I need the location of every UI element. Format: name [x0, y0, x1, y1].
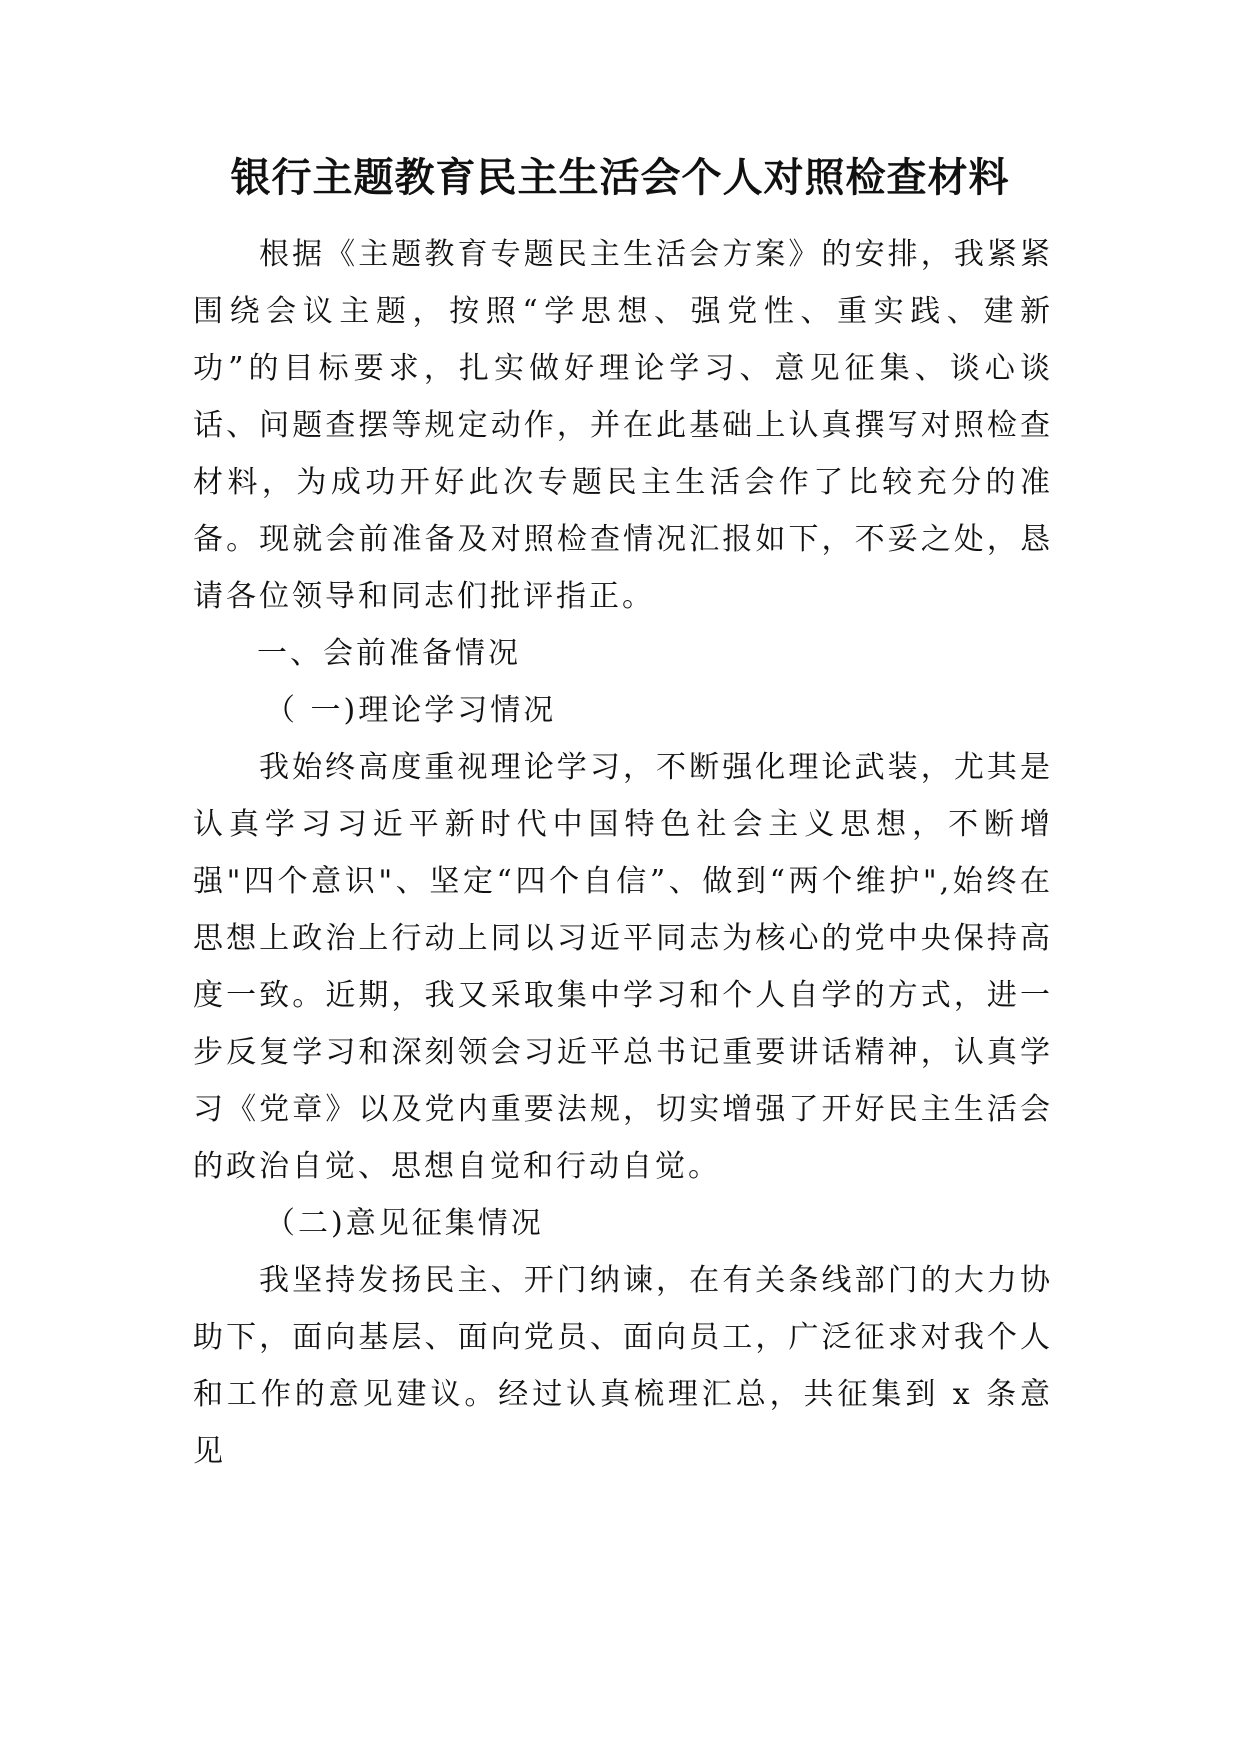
intro-paragraph: 根据《主题教育专题民主生活会方案》的安排，我紧紧围绕会议主题，按照“学思想、强党性、重实践、建新功”的目标要求，扎实做好理论学习、意见征集、谈心谈话、问题查摆等规定动作，并在此基础上认真撰写对照检查材料，为成功开好此次专题民主生活会作了比较充分的准备。现就会前准备及对照检查情况汇报如下，不妥之处，恳请各位领导和同志们批评指正。	[193, 237, 1053, 614]
document-body	[193, 226, 1053, 1480]
document-title: 银行主题教育民主生活会个人对照检查材料	[230, 155, 1010, 201]
subsection-heading-1: （ 一)理论学习情况	[265, 693, 557, 728]
opinion-collection-paragraph: 我坚持发扬民主、开门纳谏，在有关条线部门的大力协助下，面向基层、面向党员、面向员工，广泛征求对我个人和工作的意见建议。经过认真梳理汇总，共征集到 x 条意见	[193, 1263, 1053, 1469]
section-heading-1: 一、会前准备情况	[257, 636, 521, 671]
theory-study-paragraph: 我始终高度重视理论学习，不断强化理论武装，尤其是认真学习习近平新时代中国特色社会主义思想，不断增强"四个意识"、坚定“四个自信”、做到“两个维护",始终在思想上政治上行动上同以习近平同志为核心的党中央保持高度一致。近期，我又采取集中学习和个人自学的方式，进一步反复学习和深刻领会习近平总书记重要讲话精神，认真学习《党章》以及党内重要法规，切实增强了开好民主生活会的政治自觉、思想自觉和行动自觉。	[193, 750, 1053, 1184]
subsection-heading-2: （二)意见征集情况	[265, 1206, 544, 1241]
